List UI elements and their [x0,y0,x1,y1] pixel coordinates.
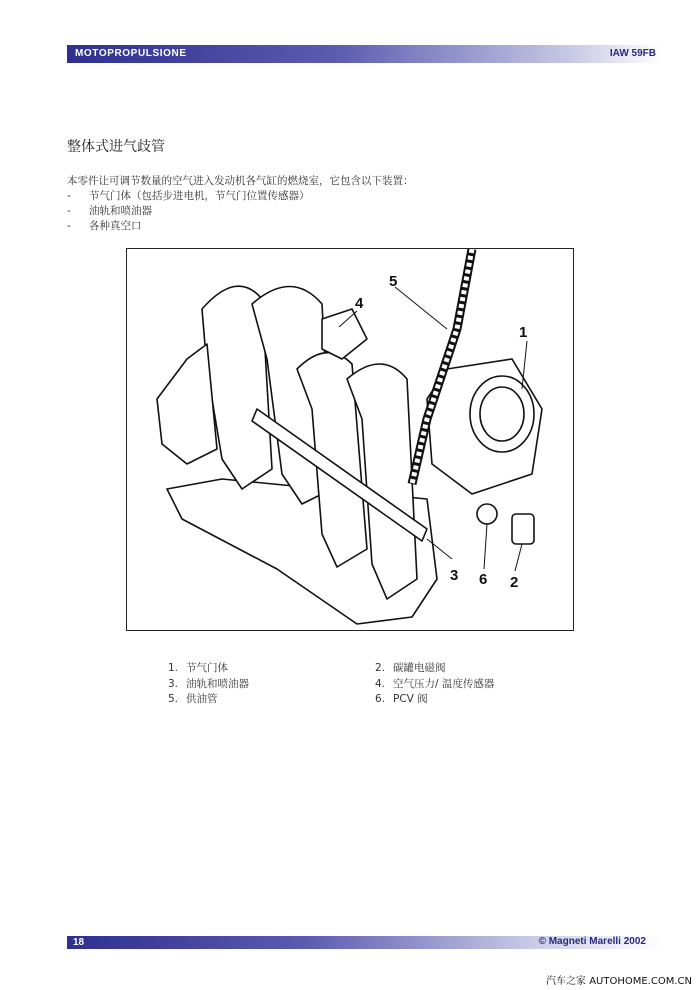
copyright-notice: © Magneti Marelli 2002 [538,936,646,947]
callout-6: 6 [479,571,488,588]
leader-line-5 [395,287,447,329]
legend-item: 5. 供油管 [168,693,218,705]
list-item [67,219,310,234]
device-list [67,189,310,234]
legend-item: 3. 油轨和喷油器 [168,678,249,690]
callout-1: 1 [519,324,528,341]
list-item [67,189,310,204]
legend-item: 6. PCV 阀 [375,693,428,705]
list-item-text: 各种真空口 [89,220,142,232]
callout-2: 2 [510,574,519,591]
page-number: 18 [73,937,85,948]
header-model-code: IAW 59FB [609,48,656,59]
site-watermark: 汽车之家 AUTOHOME.COM.CN [546,976,692,987]
leader-line-2 [515,544,522,571]
footer-bar [67,936,662,949]
pcv-shape [477,504,497,524]
page-title: 整体式进气歧管 [67,139,165,155]
callout-4: 4 [355,295,364,312]
legend-item: 1. 节气门体 [168,662,228,674]
sensor-shape [322,309,367,359]
leader-line-6 [484,524,487,569]
legend-item: 4. 空气压力/ 温度传感器 [375,678,495,690]
bullet-dash: - [67,220,71,232]
manifold-drawing [127,249,575,632]
header-section-label: MOTOPROPULSIONE [75,48,187,59]
callout-3: 3 [450,567,459,584]
throttle-plate-shape [480,387,524,441]
plenum-shape [157,344,217,464]
bullet-dash: - [67,205,71,217]
list-item-text: 油轨和喷油器 [89,205,152,217]
solenoid-shape [512,514,534,544]
list-item [67,204,310,219]
legend-item: 2. 碳罐电磁阀 [375,662,446,674]
callout-5: 5 [389,273,398,290]
intro-paragraph: 本零件让可调节数量的空气进入发动机各气缸的燃烧室，它包含以下装置： [67,175,414,187]
list-item-text: 节气门体（包括步进电机，节气门位置传感器） [89,190,310,202]
intake-manifold-figure [126,248,574,631]
header-bar [67,45,662,63]
bullet-dash: - [67,190,71,202]
